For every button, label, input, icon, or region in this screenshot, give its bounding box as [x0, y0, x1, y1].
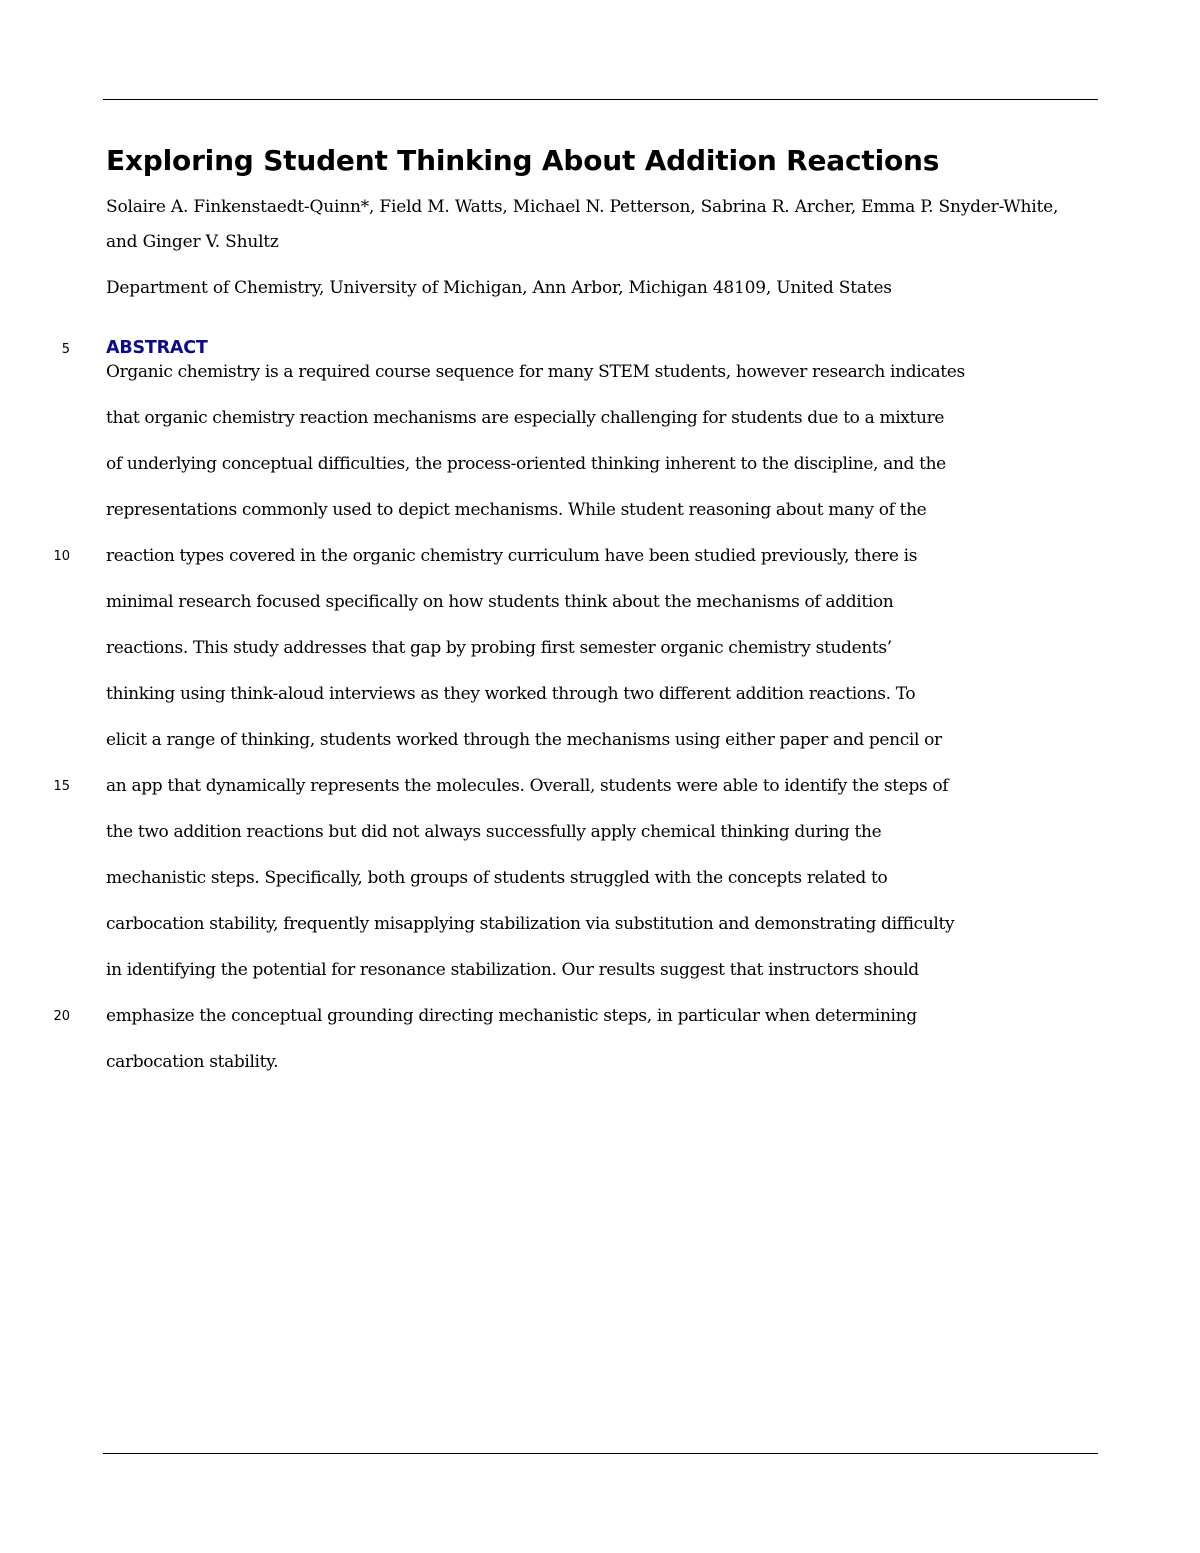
abstract-line: emphasize the conceptual grounding directing mechanistic steps, in particular when determining — [106, 1006, 917, 1026]
abstract-line: carbocation stability, frequently misapplying stabilization via substitution and demonstrating difficulty — [106, 914, 955, 934]
abstract-line: in identifying the potential for resonance stabilization. Our results suggest that instructors should — [106, 960, 919, 980]
bottom-rule — [103, 1453, 1098, 1454]
abstract-line: that organic chemistry reaction mechanisms are especially challenging for students due to a mixture — [106, 408, 945, 428]
abstract-line: Organic chemistry is a required course sequence for many STEM students, however research indicates — [106, 362, 965, 382]
abstract-line: elicit a range of thinking, students worked through the mechanisms using either paper and pencil or — [106, 730, 942, 750]
abstract-line: minimal research focused specifically on how students think about the mechanisms of addition — [106, 592, 894, 612]
line-number-5: 5 — [61, 342, 70, 357]
abstract-line: reaction types covered in the organic chemistry curriculum have been studied previously, there is — [106, 546, 918, 566]
top-rule — [103, 99, 1098, 100]
abstract-line: reactions. This study addresses that gap by probing first semester organic chemistry students’ — [106, 638, 892, 658]
affiliation: Department of Chemistry, University of Michigan, Ann Arbor, Michigan 48109, United States — [106, 278, 892, 298]
abstract-heading: ABSTRACT — [106, 338, 208, 358]
abstract-line: representations commonly used to depict mechanisms. While student reasoning about many of the — [106, 500, 927, 520]
author-list: Solaire A. Finkenstaedt-Quinn*, Field M. Watts, Michael N. Petterson, Sabrina R. Archer, Emma P. Snyder-White, and Ginger V. Shultz — [106, 197, 1059, 252]
line-number-20: 20 — [53, 1009, 70, 1024]
abstract-line: of underlying conceptual difficulties, the process-oriented thinking inherent to the discipline, and the — [106, 454, 946, 474]
paper-title: Exploring Student Thinking About Addition Reactions — [106, 144, 940, 177]
abstract-line: mechanistic steps. Specifically, both groups of students struggled with the concepts related to — [106, 868, 888, 888]
line-number-15: 15 — [53, 779, 70, 794]
abstract-line: an app that dynamically represents the molecules. Overall, students were able to identify the steps of — [106, 776, 949, 796]
line-number-10: 10 — [53, 549, 70, 564]
abstract-line: carbocation stability. — [106, 1052, 279, 1072]
abstract-line: thinking using think-aloud interviews as they worked through two different addition reactions. To — [106, 684, 916, 704]
abstract-line: the two addition reactions but did not always successfully apply chemical thinking during the — [106, 822, 882, 842]
